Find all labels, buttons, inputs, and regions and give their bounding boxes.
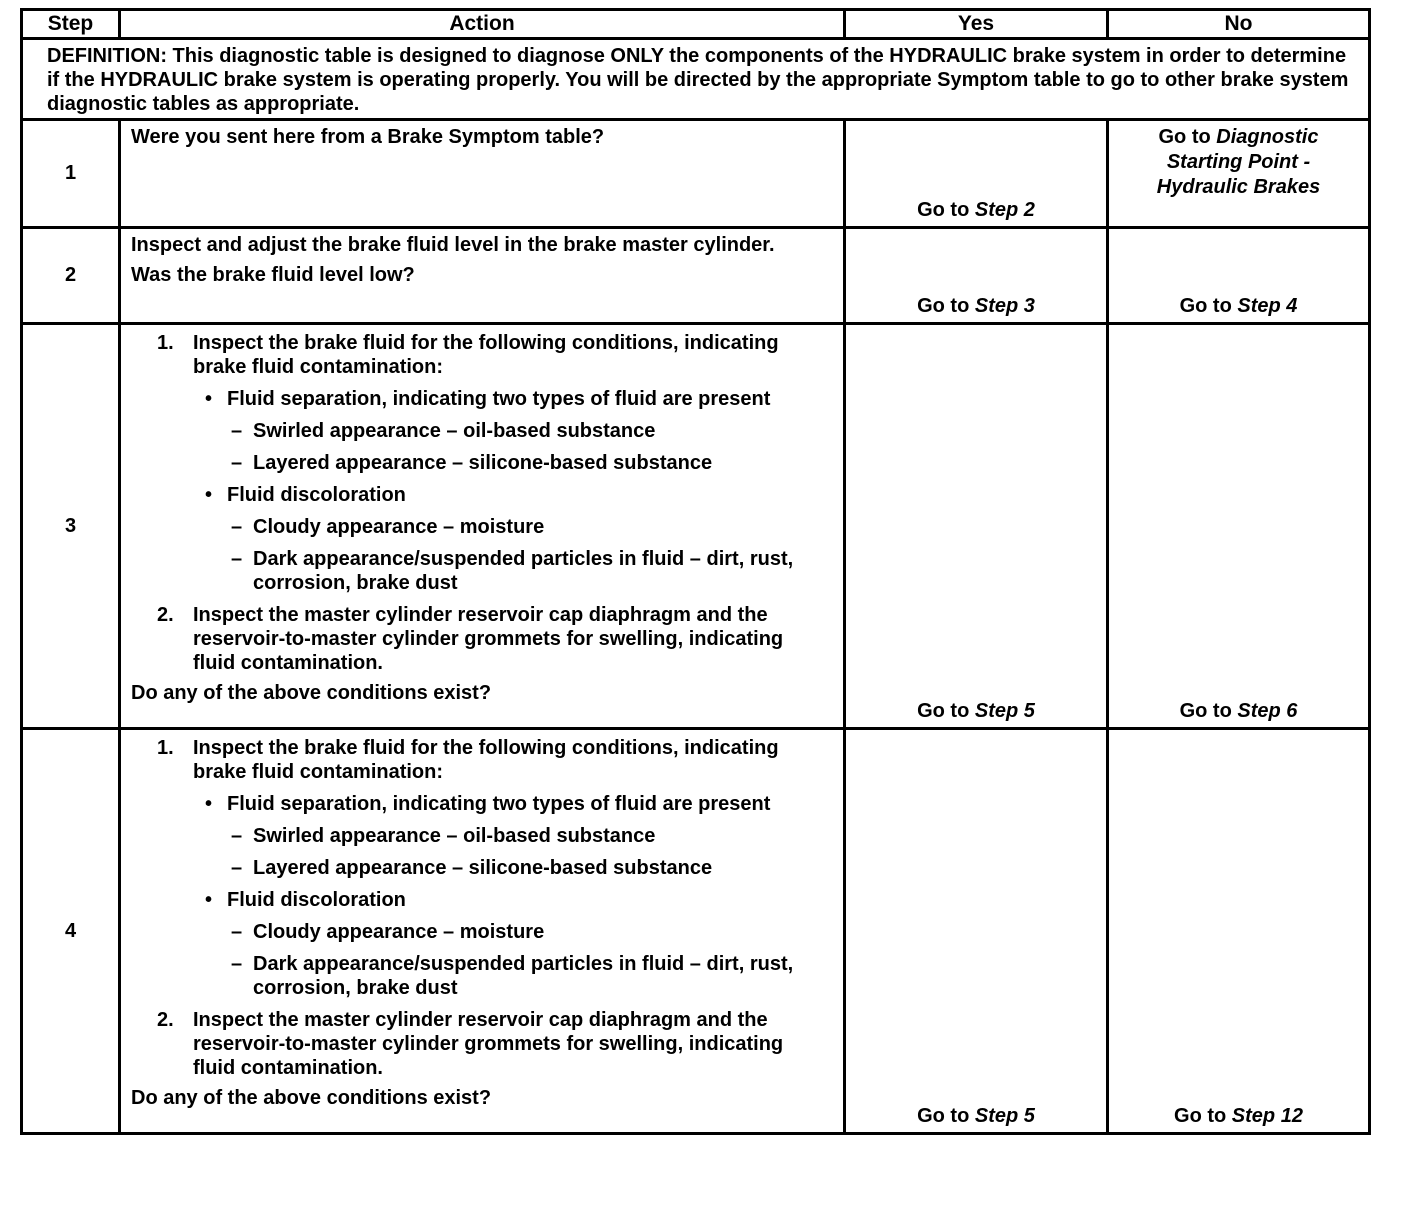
- dash-text: Cloudy appearance – moisture: [253, 921, 545, 943]
- dash-item: [131, 547, 829, 595]
- step-number: 3: [22, 324, 120, 729]
- bullet-icon: •: [205, 793, 213, 815]
- dash-icon: –: [231, 548, 243, 570]
- bullet-icon: •: [205, 484, 213, 506]
- no-cell: [1108, 228, 1370, 324]
- action-cell: [120, 228, 845, 324]
- no-target: Step 6: [1237, 700, 1298, 722]
- table-row: [22, 120, 1370, 228]
- dash-text: Swirled appearance – oil-based substance: [253, 825, 656, 847]
- dash-text: Cloudy appearance – moisture: [253, 516, 545, 538]
- numbered-item: [131, 331, 829, 379]
- dash-text: Swirled appearance – oil-based substance: [253, 420, 656, 442]
- action-cell: [120, 324, 845, 729]
- step-number: 4: [22, 729, 120, 1134]
- definition-text: DEFINITION: This diagnostic table is designed to diagnose ONLY the components of the HYDRAULIC brake system in order to determine if the HYDRAULIC brake system is operating properly. You will be directed by the appropriate Symptom table to go to other brake system diagnostic tables as appropriate.: [22, 39, 1370, 120]
- yes-target: Step 2: [974, 199, 1035, 221]
- item-text: Inspect the master cylinder reservoir cap diaphragm and the reservoir-to-master cylinder grommets for swelling, indicating fluid contamination.: [193, 604, 784, 674]
- header-no: No: [1108, 10, 1370, 39]
- bullet-icon: •: [205, 388, 213, 410]
- item-number: 1.: [157, 737, 174, 759]
- bullet-item: [131, 888, 829, 912]
- question-text: Do any of the above conditions exist?: [131, 682, 492, 704]
- dash-text: Layered appearance – silicone-based substance: [253, 857, 713, 879]
- numbered-item: [131, 603, 829, 675]
- item-number: 2.: [157, 604, 174, 626]
- no-prefix: Go to: [1179, 295, 1238, 317]
- yes-cell: [845, 228, 1108, 324]
- bullet-text: Fluid discoloration: [227, 484, 406, 506]
- question-text: Do any of the above conditions exist?: [131, 1087, 492, 1109]
- header-step: Step: [22, 10, 120, 39]
- dash-item: [131, 515, 829, 539]
- dash-icon: –: [231, 516, 243, 538]
- dash-icon: –: [231, 825, 243, 847]
- dash-icon: –: [231, 857, 243, 879]
- yes-target: Step 3: [974, 295, 1035, 317]
- question-text: Was the brake fluid level low?: [131, 264, 415, 286]
- item-text: Inspect the brake fluid for the following conditions, indicating brake fluid contamination:: [193, 332, 779, 378]
- header-row: [22, 10, 1370, 39]
- dash-item: [131, 952, 829, 1000]
- header-yes: Yes: [845, 10, 1108, 39]
- yes-prefix: Go to: [917, 295, 975, 317]
- step-number: 2: [22, 228, 120, 324]
- instruction-text: Inspect and adjust the brake fluid level in the brake master cylinder.: [131, 234, 775, 256]
- dash-item: [131, 856, 829, 880]
- item-number: 2.: [157, 1009, 174, 1031]
- item-text: Inspect the master cylinder reservoir cap diaphragm and the reservoir-to-master cylinder grommets for swelling, indicating fluid contamination.: [193, 1009, 784, 1079]
- action-cell: [120, 729, 845, 1134]
- dash-text: Dark appearance/suspended particles in fluid – dirt, rust, corrosion, brake dust: [253, 548, 794, 594]
- numbered-item: [131, 736, 829, 784]
- yes-target: Step 5: [974, 1105, 1035, 1127]
- yes-cell: [845, 729, 1108, 1134]
- no-target: Diagnostic Starting Point - Hydraulic Brakes: [1156, 126, 1321, 198]
- dash-text: Dark appearance/suspended particles in fluid – dirt, rust, corrosion, brake dust: [253, 953, 794, 999]
- yes-prefix: Go to: [917, 1105, 975, 1127]
- step-number: 1: [22, 120, 120, 228]
- bullet-item: [131, 483, 829, 507]
- no-prefix: Go to: [1174, 1105, 1232, 1127]
- dash-item: [131, 451, 829, 475]
- yes-cell: [845, 120, 1108, 228]
- dash-item: [131, 824, 829, 848]
- question-text: Were you sent here from a Brake Symptom table?: [131, 126, 605, 148]
- bullet-text: Fluid separation, indicating two types of fluid are present: [227, 388, 771, 410]
- bullet-item: [131, 387, 829, 411]
- item-number: 1.: [157, 332, 174, 354]
- item-text: Inspect the brake fluid for the following conditions, indicating brake fluid contamination:: [193, 737, 779, 783]
- no-cell: [1108, 324, 1370, 729]
- no-target: Step 4: [1237, 295, 1298, 317]
- definition-row: [22, 39, 1370, 120]
- yes-cell: [845, 324, 1108, 729]
- numbered-item: [131, 1008, 829, 1080]
- no-target: Step 12: [1231, 1105, 1303, 1127]
- no-cell: [1108, 120, 1370, 228]
- table-row: [22, 324, 1370, 729]
- bullet-text: Fluid discoloration: [227, 889, 406, 911]
- dash-icon: –: [231, 420, 243, 442]
- yes-prefix: Go to: [917, 700, 975, 722]
- diagnostic-table: [20, 8, 1371, 1135]
- dash-item: [131, 419, 829, 443]
- no-cell: [1108, 729, 1370, 1134]
- no-prefix: Go to: [1179, 700, 1238, 722]
- action-cell: [120, 120, 845, 228]
- dash-item: [131, 920, 829, 944]
- table-row: [22, 729, 1370, 1134]
- dash-icon: –: [231, 953, 243, 975]
- header-action: Action: [120, 10, 845, 39]
- dash-icon: –: [231, 452, 243, 474]
- yes-prefix: Go to: [917, 199, 975, 221]
- bullet-icon: •: [205, 889, 213, 911]
- table-row: [22, 228, 1370, 324]
- dash-text: Layered appearance – silicone-based substance: [253, 452, 713, 474]
- no-prefix: Go to: [1158, 126, 1217, 148]
- dash-icon: –: [231, 921, 243, 943]
- bullet-item: [131, 792, 829, 816]
- yes-target: Step 5: [974, 700, 1035, 722]
- bullet-text: Fluid separation, indicating two types of fluid are present: [227, 793, 771, 815]
